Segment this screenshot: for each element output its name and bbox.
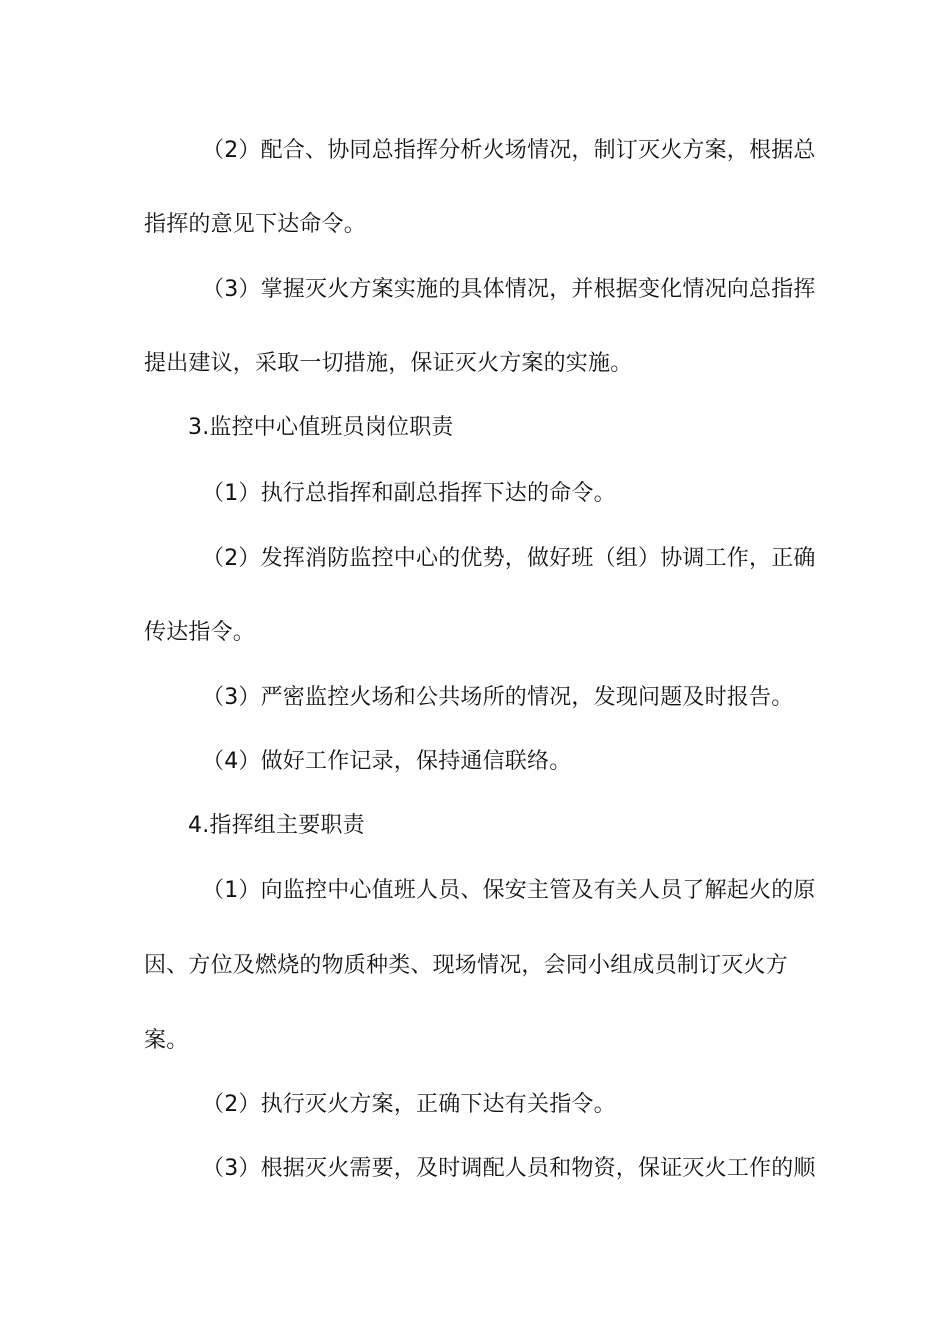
- paragraph-line: （3）严密监控火场和公共场所的情况，发现问题及时报告。: [202, 685, 794, 710]
- paragraph-line: （1）向监控中心值班人员、保安主管及有关人员了解起火的原: [202, 878, 816, 903]
- paragraph-line: （3）掌握灭火方案实施的具体情况，并根据变化情况向总指挥: [202, 277, 816, 302]
- paragraph-line: （2）发挥消防监控中心的优势，做好班（组）协调工作，正确: [202, 546, 816, 571]
- paragraph-line: 指挥的意见下达命令。: [144, 212, 367, 237]
- paragraph-line: 因、方位及燃烧的物质种类、现场情况，会同小组成员制订灭火方: [144, 953, 788, 978]
- section-heading: 3.监控中心值班员岗位职责: [188, 415, 454, 440]
- paragraph-line: （2）执行灭火方案，正确下达有关指令。: [202, 1092, 616, 1117]
- paragraph-line: （3）根据灭火需要，及时调配人员和物资，保证灭火工作的顺: [202, 1156, 816, 1181]
- paragraph-line: （2）配合、协同总指挥分析火场情况，制订灭火方案，根据总: [202, 138, 816, 163]
- paragraph-line: 提出建议，采取一切措施，保证灭火方案的实施。: [144, 351, 633, 376]
- paragraph-line: 传达指令。: [144, 620, 256, 645]
- paragraph-line: （4）做好工作记录，保持通信联络。: [202, 749, 572, 774]
- section-heading: 4.指挥组主要职责: [188, 813, 365, 838]
- paragraph-line: 案。: [144, 1028, 189, 1053]
- paragraph-line: （1）执行总指挥和副总指挥下达的命令。: [202, 481, 616, 506]
